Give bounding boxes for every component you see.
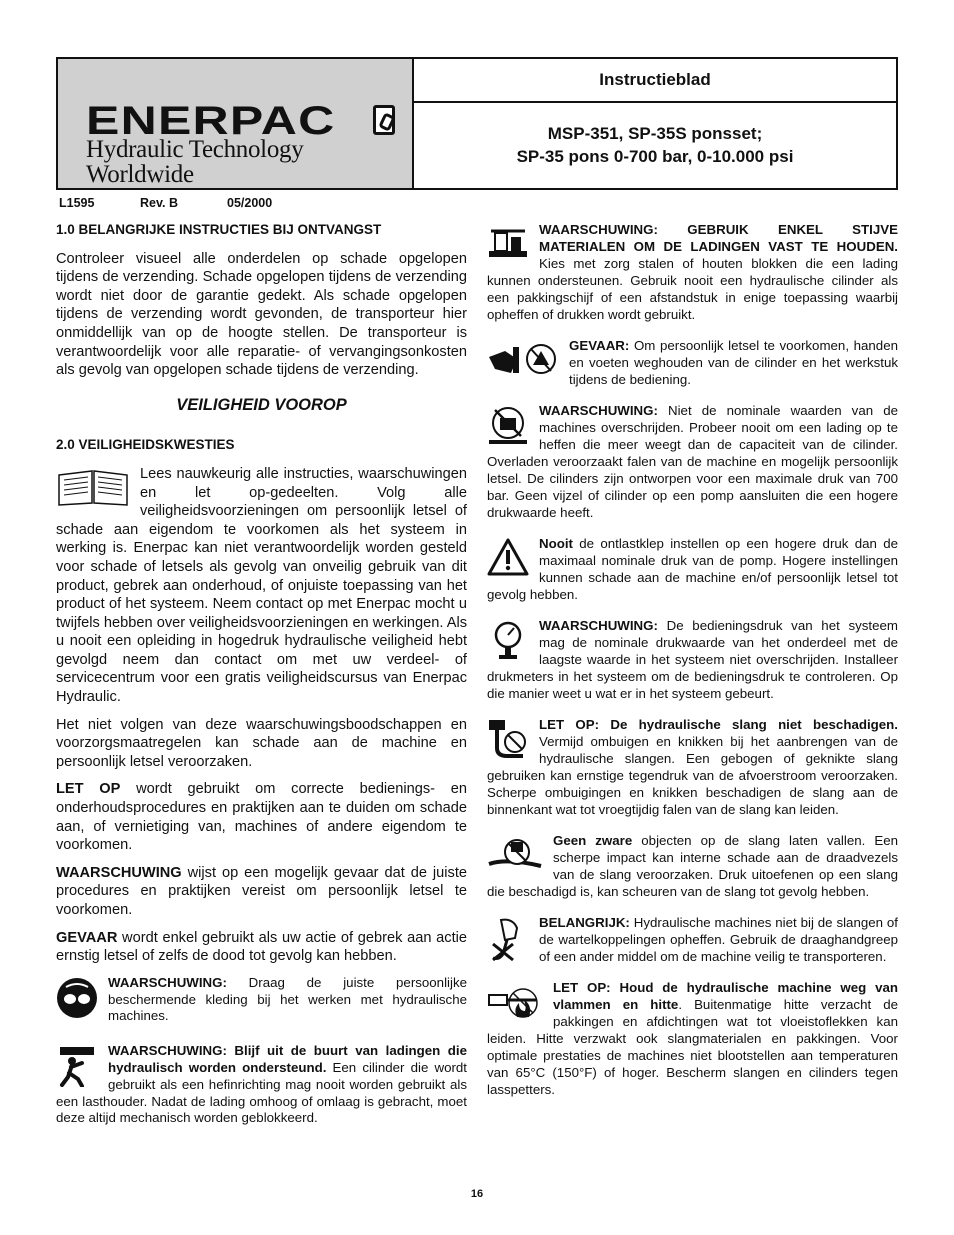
- warning-rigid-materials: [487, 221, 898, 323]
- rigid-block-icon: [487, 223, 529, 263]
- warning-1: [56, 975, 467, 1025]
- open-book-icon: [56, 467, 130, 507]
- right-important-8-label: BELANGRIJK:: [539, 915, 630, 930]
- caution-heavy-objects: [487, 832, 898, 900]
- right-caution-6: [487, 716, 898, 818]
- right-caution-9-text: . Buitenmatige hitte verzacht de pakkingen en afdichtingen wat tot vloeistoflekken kan leiden. Hitte verzwakt ook slangmaterialen en pakkingen. Voor optimale prestaties de machines niet blootstellen aan temperaturen van 65°C (150°F) of hoger. Bescherm slangen en cilinders tegen lasspetters.: [487, 997, 898, 1097]
- warning-ratings: [487, 402, 898, 521]
- waarschuwing-text: wijst op een mogelijk gevaar dat de juiste procedures en praktijken vereist om persoonlijk letsel te voorkomen.: [56, 864, 467, 918]
- read-instructions-block: [56, 465, 467, 707]
- letop-text: wordt gebruikt om correcte bedienings- en onderhoudsprocedures en praktijken aan te duiden om schade aan, of vernietiging van, machines of andere eigendom te voorkomen.: [56, 781, 467, 854]
- left-column: [56, 221, 467, 1145]
- gevaar-text: wordt enkel gebruikt als uw actie of gebrek aan actie ernstig letsel of zelfs de dood tot gevolg kan hebben.: [56, 929, 467, 965]
- doc-code: L1595: [59, 196, 95, 210]
- doc-title-line1: MSP-351, SP-35S ponsset;: [547, 124, 763, 144]
- warning-pressure: [487, 617, 898, 702]
- waarschuwing-definition: [56, 864, 467, 920]
- section-2-consequence: Het niet volgen van deze waarschuwingsboodschappen en voorzorgsmaatregelen kan schade aan de machine en persoonlijk letsel veroorzaken.: [56, 716, 467, 770]
- safety-heading: VEILIGHEID VOOROP: [176, 395, 347, 414]
- dropped-object-icon: [487, 834, 543, 874]
- right-warning-5-label: WAARSCHUWING:: [539, 618, 658, 633]
- right-warning-1-label: WAARSCHUWING: GEBRUIK ENKEL STIJVE MATERIALEN OM DE LADINGEN VAST TE HOUDEN.: [539, 222, 898, 254]
- right-danger-2-label: GEVAAR:: [569, 338, 630, 353]
- right-important-8-text: Hydraulische machines niet bij de slangen of de wartelkoppelingen opheffen. Gebruik de draaghandgreep of een ander middel om de machine veilig te transporteren.: [539, 915, 898, 964]
- section-2-intro: Lees nauwkeurig alle instructies, waarschuwingen en let op-gedeelten. Volg alle veiligheidsvoorzieningen om persoonlijk letsel of schade aan eigendom te voorkomen als het systeem in werking is. Enerpac kan niet verantwoordelijk worden gesteld voor schade of letsels als gevolg van onveilig gebruik van dit product, gebrek aan onderhoud, of onjuiste toepassing van het product of het systeem. Neem contact op met Enerpac mocht u twijfels hebben over veiligheidsvoorzieningen en werkingen. Als u nooit een opleiding in hogedruk hydraulische veiligheid hebt gevolgd neem dan contact om met uw verdeel- of servicecentrum voor een gratis veiligheidscursus van Enerpac Hydraulic.: [56, 465, 467, 706]
- waarschuwing-label: WAARSCHUWING: [56, 864, 182, 881]
- falling-load-icon: [56, 1045, 98, 1087]
- relief-valve-warning: [487, 535, 898, 603]
- doc-title: [414, 103, 896, 188]
- warning-2-text: Een cilinder die wordt gebruikt als een hefinrichting mag nooit worden gebruikt als een lasthouder. Nadat de lading omhoog of omlaag is gebracht, moet deze altijd mechanisch worden geblokkeerd.: [56, 1059, 467, 1126]
- important-lifting: [487, 914, 898, 965]
- right-warning-4-label: Nooit: [539, 536, 573, 551]
- page-number: 16: [470, 1188, 484, 1200]
- no-lift-by-hose-icon: [487, 916, 529, 962]
- section-1-heading: 1.0 BELANGRIJKE INSTRUCTIES BIJ ONTVANGST: [56, 222, 382, 237]
- crush-hand-icon: [487, 339, 559, 381]
- right-caution-7-text: objecten op de slang laten vallen. Een scherpe impact kan interne schade aan de draadvezels van de slang veroorzaken. Druk uitoefenen op een slang die beschadigd is, kan scheuren van de slang tot gevolg hebben.: [487, 833, 898, 899]
- warning-triangle-icon: [487, 537, 529, 577]
- warning-2: [56, 1043, 467, 1127]
- section-2-heading: 2.0 VEILIGHEIDSKWESTIES: [56, 437, 235, 453]
- brand-tagline: Hydraulic Technology Worldwide: [86, 136, 304, 188]
- safety-goggles-icon: [56, 977, 98, 1019]
- gevaar-label: GEVAAR: [56, 929, 118, 946]
- right-caution-9: [487, 979, 898, 1098]
- right-danger-2-text: Om persoonlijk letsel te voorkomen, handen en voeten weghouden van de cilinder en het werkstuk tijdens de bediening.: [569, 338, 898, 387]
- caution-hose: [487, 716, 898, 818]
- brand-mark-icon: [373, 105, 395, 135]
- warning-load-support: [56, 1043, 467, 1136]
- right-warning-3-text: Niet de nominale waarden van de machines overschrijden. Probeer nooit om een lading op te heffen die meer weegt dan de capaciteit van de cilinder. Overladen veroorzaakt falen van de machine en mogelijk persoonlijk letsel. De cilinders zijn ontworpen voor een maximale druk van 700 bar. Geen vijzel of cilinder op een pomp aansluiten die een hogere drukwaarde heeft.: [487, 403, 898, 520]
- warning-2-label: WAARSCHUWING: Blijf uit de buurt van ladingen die hydraulisch worden ondersteund.: [108, 1043, 467, 1075]
- logo-panel: [58, 59, 414, 188]
- pressure-gauge-icon: [487, 619, 529, 661]
- section-1-text: Controleer visueel alle onderdelen op schade opgelopen tijdens de verzending. Schade opgelopen tijdens de verzending wordt niet door de garantie gedekt. Als schade opgelopen tijdens de verzending wordt gevonden, de transporteur hier onmiddellijk van op de hoogte stellen. De transporteur is verantwoordelijk voor alle reparatie- of vervangingsonkosten als gevolg van opgelopen schade tijdens de verzending.: [56, 250, 467, 379]
- flame-heat-icon: [487, 981, 543, 1021]
- overload-cylinder-icon: [487, 404, 529, 446]
- right-warning-3-label: WAARSCHUWING:: [539, 403, 658, 418]
- right-warning-4-text: de ontlastklep instellen op een hogere druk dan de maximaal nominale druk van de pomp. Hogere instellingen kunnen schade aan de machine en/of persoonlijk letsel tot gevolg hebben.: [487, 536, 898, 602]
- danger-hands-feet: [487, 337, 898, 388]
- letop-label: LET OP: [56, 781, 121, 798]
- right-warning-5-text: De bedieningsdruk van het systeem mag de nominale drukwaarde van het onderdeel met de laagste waarde in het systeem niet overschrijden. Installeer drukmeters in het systeem om de bedieningsdruk te controleren. Op die manier weet u wat er in het systeem gebeurt.: [487, 618, 898, 701]
- letop-definition: [56, 780, 467, 854]
- caution-heat: [487, 979, 898, 1098]
- right-warning-3: [487, 402, 898, 521]
- doc-type: Instructieblad: [414, 59, 896, 103]
- right-caution-9-label: LET OP: Houd de hydraulische machine weg van vlammen en hitte: [553, 980, 898, 1012]
- right-caution-6-label: LET OP: De hydraulische slang niet beschadigen.: [539, 717, 898, 732]
- right-warning-1-text: Kies met zorg stalen of houten blokken die een lading kunnen ondersteunen. Gebruik nooit een hydraulische cilinder als een pakkingschijf of een afstandstuk in enige toepassing waarbij opheffen of drukken wordt gebruikt.: [487, 256, 898, 322]
- right-caution-7-label: Geen zware: [553, 833, 633, 848]
- gevaar-definition: [56, 929, 467, 966]
- warning-1-label: WAARSCHUWING:: [108, 974, 227, 990]
- right-warning-5: [487, 617, 898, 702]
- right-column: [487, 221, 898, 1112]
- document-header: [56, 57, 898, 190]
- warning-1-text: Draag de juiste persoonlijke beschermende kleding bij het werken met hydraulische machines.: [108, 974, 467, 1024]
- doc-rev: Rev. B: [140, 196, 178, 210]
- doc-title-line2: SP-35 pons 0-700 bar, 0-10.000 psi: [516, 146, 794, 166]
- right-caution-7: [487, 832, 898, 900]
- right-caution-6-text: Vermijd ombuigen en knikken bij het aanbrengen van de hydraulische slangen. Een gebogen of geknikte slang gebruiken kan ernstige tegendruk van de afvoerstroom veroorzaken. Scherpe ombuigingen en knikken beschadigen de slang aan de binnenkant wat tot vroegtijdig falen van de slang kan leiden.: [487, 734, 898, 817]
- right-important-8: [487, 914, 898, 965]
- brand-logo: ENERPAC: [86, 99, 336, 143]
- right-warning-1: [487, 221, 898, 323]
- hose-kink-icon: [487, 718, 529, 760]
- warning-protective-gear: [56, 975, 467, 1034]
- right-warning-4: [487, 535, 898, 603]
- doc-date: 05/2000: [227, 196, 273, 210]
- title-panel: [414, 59, 896, 188]
